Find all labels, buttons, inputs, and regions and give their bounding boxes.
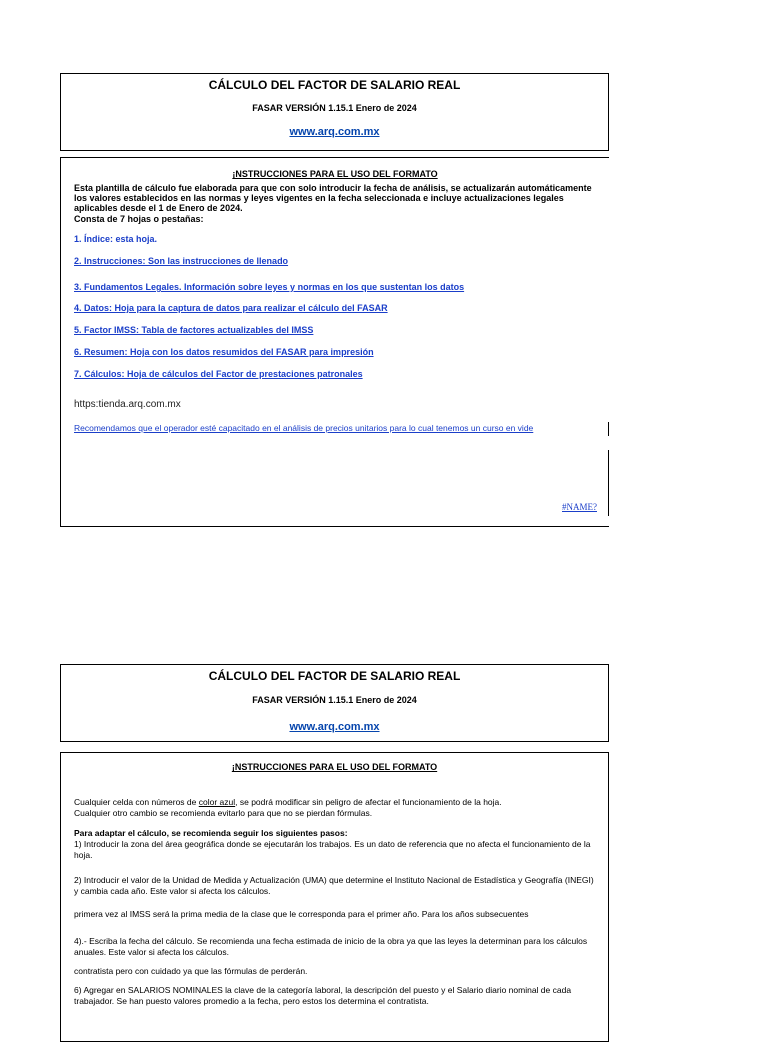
blue-cells-suffix: , se podrá modificar sin peligro de afectar el funcionamiento de la hoja. <box>235 797 502 807</box>
step-6: 6) Agregar en SALARIOS NOMINALES la clave de la categoría laboral, la descripción del puesto y el Salario diario nominal de cada trabajador. Se han puesto valores promedio a la fecha, pero estos los determina el contratista. <box>74 985 572 1006</box>
page1-sheets-count: Consta de 7 hojas o pestañas: <box>74 214 204 224</box>
sheet-link-instrucciones[interactable]: 2. Instrucciones: Son las instrucciones de llenado <box>74 256 289 266</box>
page1-title: CÁLCULO DEL FACTOR DE SALARIO REAL <box>208 78 461 92</box>
course-recommendation-link[interactable]: Recomendamos que el operador esté capacitado en el análisis de precios unitarios para lo cual tenemos un curso en vide <box>74 423 534 433</box>
sheet-link-datos[interactable]: 4. Datos: Hoja para la captura de datos para realizar el cálculo del FASAR <box>74 303 388 313</box>
step-1: 1) Introducir la zona del área geográfica donde se ejecutarán los trabajos. Es un dato de referencia que no afecta el funcionamiento de la hoja. <box>74 839 591 860</box>
sheet-link-resumen[interactable]: 6. Resumen: Hoja con los datos resumidos del FASAR para impresión <box>74 347 374 357</box>
name-error-cell[interactable]: #NAME? <box>562 502 597 512</box>
page1-header-box <box>60 73 609 151</box>
blue-cells-note <box>74 797 596 808</box>
step-5-partial: contratista pero con cuidado ya que las fórmulas de perderán. <box>74 966 308 976</box>
page1-intro: Esta plantilla de cálculo fue elaborada para que con solo introducir la fecha de análisis, se actualizarán automáticamente los valores establecidos en las normas y leyes vigentes en la fecha seleccionada e incluye actualizaciones legales aplicables desde el 1 de Enero de 2024. <box>74 183 592 213</box>
page1-website-link[interactable]: www.arq.com.mx <box>289 126 380 138</box>
blue-cells-prefix: Cualquier celda con números de <box>74 797 199 807</box>
page1-instructions-heading: ¡NSTRUCCIONES PARA EL USO DEL FORMATO <box>232 169 438 179</box>
step-3-partial: primera vez al IMSS será la prima media de la clase que le corresponda para el primer año. Para los años subsecuentes <box>74 909 529 919</box>
page1-right-border-top <box>608 422 609 436</box>
step-2: 2) Introducir el valor de la Unidad de Medida y Actualización (UMA) que determine el Instituto Nacional de Estadística y Geografía (INEGI) y cambia cada año. Este valor si afecta los cálculos. <box>74 875 594 896</box>
step-4: 4).- Escriba la fecha del cálculo. Se recomienda una fecha estimada de inicio de la obra ya que las leyes la determinan para los cálculos anuales. Este valor si afecta los cálculos. <box>74 936 588 957</box>
page1-right-border-bottom <box>608 450 609 516</box>
page2-header-box <box>60 664 609 742</box>
page1-instructions-box <box>60 157 609 527</box>
sheet-link-indice[interactable]: 1. Índice: esta hoja. <box>74 234 158 244</box>
store-url: https:tienda.arq.com.mx <box>74 399 181 410</box>
sheet-link-fundamentos[interactable]: 3. Fundamentos Legales. Información sobre leyes y normas en los que sustentan los datos <box>74 282 465 292</box>
page2-version: FASAR VERSIÓN 1.15.1 Enero de 2024 <box>252 695 417 705</box>
color-azul-link: color azul <box>198 797 236 807</box>
page1-version: FASAR VERSIÓN 1.15.1 Enero de 2024 <box>252 103 417 113</box>
steps-heading: Para adaptar el cálculo, se recomienda seguir los siguientes pasos: <box>74 828 348 838</box>
page2-website-link[interactable]: www.arq.com.mx <box>289 721 380 733</box>
blue-cells-line2: Cualquier otro cambio se recomienda evitarlo para que no se pierdan fórmulas. <box>74 808 373 818</box>
page2-instructions-heading: ¡NSTRUCCIONES PARA EL USO DEL FORMATO <box>231 762 438 772</box>
sheet-link-calculos[interactable]: 7. Cálculos: Hoja de cálculos del Factor de prestaciones patronales <box>74 369 363 379</box>
sheet-link-factor-imss[interactable]: 5. Factor IMSS: Tabla de factores actualizables del IMSS <box>74 325 314 335</box>
page2-title: CÁLCULO DEL FACTOR DE SALARIO REAL <box>208 669 461 683</box>
page2-instructions-box <box>60 752 609 1042</box>
